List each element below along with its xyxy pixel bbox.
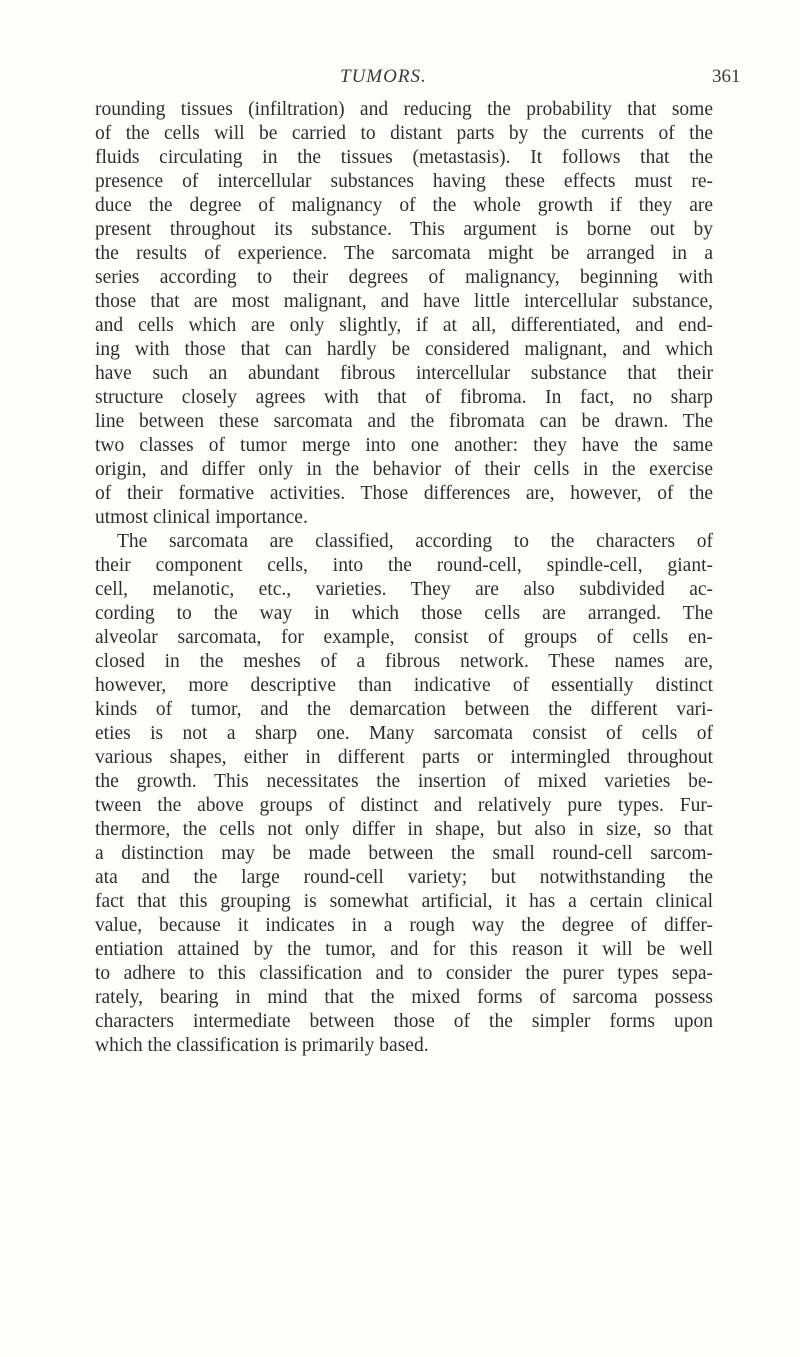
text-line: and cells which are only slightly, if at all, differentiated, and end- [95, 315, 713, 336]
text-line: structure closely agrees with that of fibroma. In fact, no sharp [95, 387, 713, 408]
text-line: duce the degree of malignancy of the whole growth if they are [95, 195, 713, 216]
text-line: series according to their degrees of malignancy, beginning with [95, 267, 713, 288]
text-line: various shapes, either in different parts or intermingled throughout [95, 747, 713, 768]
text-line: fact that this grouping is somewhat artificial, it has a certain clinical [95, 891, 713, 912]
running-title: TUMORS. [340, 66, 427, 87]
text-line: cording to the way in which those cells are arranged. The [95, 603, 713, 624]
text-line: tween the above groups of distinct and relatively pure types. Fur- [95, 795, 713, 816]
body-text [95, 98, 713, 1058]
page-number: 361 [712, 66, 741, 87]
text-line: utmost clinical importance. [95, 507, 308, 528]
text-line: however, more descriptive than indicative of essentially distinct [95, 675, 713, 696]
text-line: fluids circulating in the tissues (metastasis). It follows that the [95, 147, 713, 168]
paragraph-2 [95, 530, 713, 1058]
text-line: alveolar sarcomata, for example, consist of groups of cells en- [95, 627, 713, 648]
text-line: presence of intercellular substances having these effects must re- [95, 171, 713, 192]
text-line: ing with those that can hardly be considered malignant, and which [95, 339, 713, 360]
paragraph-1 [95, 98, 713, 530]
text-line: kinds of tumor, and the demarcation between the different vari- [95, 699, 713, 720]
text-line: present throughout its substance. This argument is borne out by [95, 219, 713, 240]
text-line: origin, and differ only in the behavior of their cells in the exercise [95, 459, 713, 480]
text-line: have such an abundant fibrous intercellular substance that their [95, 363, 713, 384]
text-line: line between these sarcomata and the fibromata can be drawn. The [95, 411, 713, 432]
text-line: characters intermediate between those of the simpler forms upon [95, 1011, 713, 1032]
text-line: value, because it indicates in a rough way the degree of differ- [95, 915, 713, 936]
running-head [0, 66, 800, 90]
text-line: two classes of tumor merge into one another: they have the same [95, 435, 713, 456]
text-line: their component cells, into the round-cell, spindle-cell, giant- [95, 555, 713, 576]
text-line: of their formative activities. Those differences are, however, of the [95, 483, 713, 504]
text-line: eties is not a sharp one. Many sarcomata consist of cells of [95, 723, 713, 744]
text-line: of the cells will be carried to distant parts by the currents of the [95, 123, 713, 144]
text-line: ata and the large round-cell variety; but notwithstanding the [95, 867, 713, 888]
text-line: cell, melanotic, etc., varieties. They are also subdivided ac- [95, 579, 713, 600]
text-line: The sarcomata are classified, according to the characters of [117, 531, 713, 552]
text-line: rately, bearing in mind that the mixed forms of sarcoma possess [95, 987, 713, 1008]
text-line: the results of experience. The sarcomata might be arranged in a [95, 243, 713, 264]
text-line: rounding tissues (infiltration) and reducing the probability that some [95, 99, 713, 120]
text-line: a distinction may be made between the small round-cell sarcom- [95, 843, 713, 864]
text-line: entiation attained by the tumor, and for this reason it will be well [95, 939, 713, 960]
text-line: those that are most malignant, and have little intercellular substance, [95, 291, 713, 312]
text-line: closed in the meshes of a fibrous network. These names are, [95, 651, 713, 672]
text-line: to adhere to this classification and to consider the purer types sepa- [95, 963, 713, 984]
text-line: the growth. This necessitates the insertion of mixed varieties be- [95, 771, 713, 792]
text-line: which the classification is primarily based. [95, 1035, 429, 1056]
text-line: thermore, the cells not only differ in shape, but also in size, so that [95, 819, 713, 840]
